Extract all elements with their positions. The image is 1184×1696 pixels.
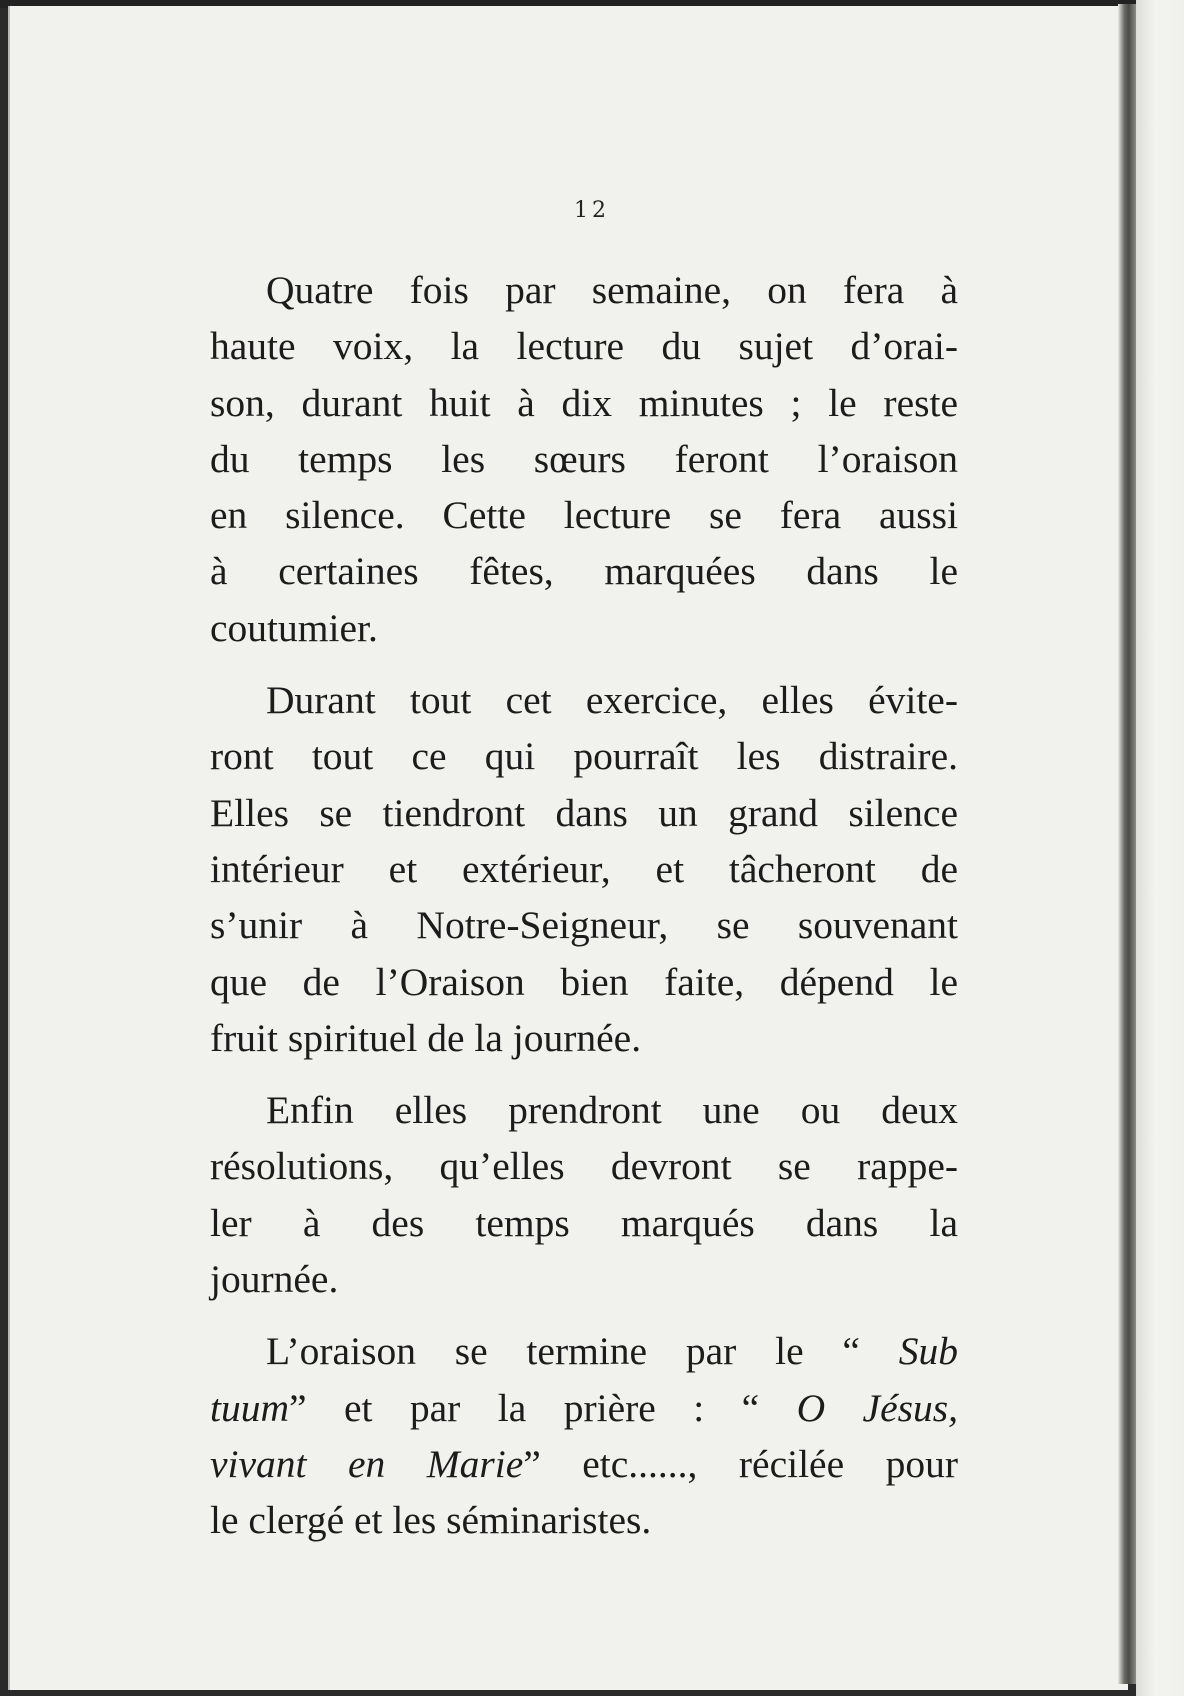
text-fragment: ” et par la prière : “ — [289, 1385, 797, 1430]
text-line: son, durant huit à dix minutes ; le reste — [210, 380, 958, 425]
text-line — [210, 1323, 958, 1379]
text-line — [210, 1436, 958, 1492]
text-line: fruit spirituel de la journée. — [210, 1015, 642, 1060]
text-line: Quatre fois par semaine, on fera à — [266, 268, 958, 312]
text-line — [210, 1380, 958, 1436]
italic-text: O Jésus, — [796, 1385, 958, 1430]
text-line: intérieur et extérieur, et tâcheront de — [210, 846, 958, 891]
paragraph-1 — [210, 262, 958, 656]
text-fragment: L’oraison se termine par le “ — [266, 1329, 899, 1374]
text-line: en silence. Cette lecture se fera aussi — [210, 493, 958, 538]
text-line: Durant tout cet exercice, elles évite- — [266, 678, 958, 723]
text-line: ront tout ce qui pourraît les distraire. — [210, 734, 958, 779]
text-fragment: ” etc......, récilée pour — [523, 1441, 958, 1486]
text-line: haute voix, la lecture du sujet d’orai- — [210, 324, 958, 369]
paragraph-3 — [210, 1082, 958, 1307]
facing-page-edge — [1136, 0, 1184, 1696]
italic-text: vivant en Marie — [210, 1441, 524, 1486]
page-number: 12 — [574, 198, 610, 223]
paragraph-4 — [210, 1323, 958, 1548]
text-line: résolutions, qu’elles devront se rappe- — [210, 1144, 958, 1189]
text-line: le clergé et les séminaristes. — [210, 1498, 652, 1543]
paragraph-2 — [210, 672, 958, 1066]
text-line: Enfin elles prendront une ou deux — [266, 1088, 958, 1133]
book-gutter — [1118, 4, 1136, 1684]
text-line: à certaines fêtes, marquées dans le — [210, 549, 958, 594]
text-line: s’unir à Notre-Seigneur, se souvenant — [210, 903, 958, 948]
body-text — [210, 262, 958, 1565]
text-line: Elles se tiendront dans un grand silence — [210, 790, 958, 835]
text-line: coutumier. — [210, 605, 378, 650]
italic-text: Sub — [898, 1329, 958, 1374]
text-line: du temps les sœurs feront l’oraison — [210, 436, 958, 481]
text-line: ler à des temps marqués dans la — [210, 1200, 958, 1245]
text-line: journée. — [210, 1257, 339, 1302]
text-line: que de l’Oraison bien faite, dépend le — [210, 959, 958, 1004]
italic-text: tuum — [210, 1385, 289, 1430]
